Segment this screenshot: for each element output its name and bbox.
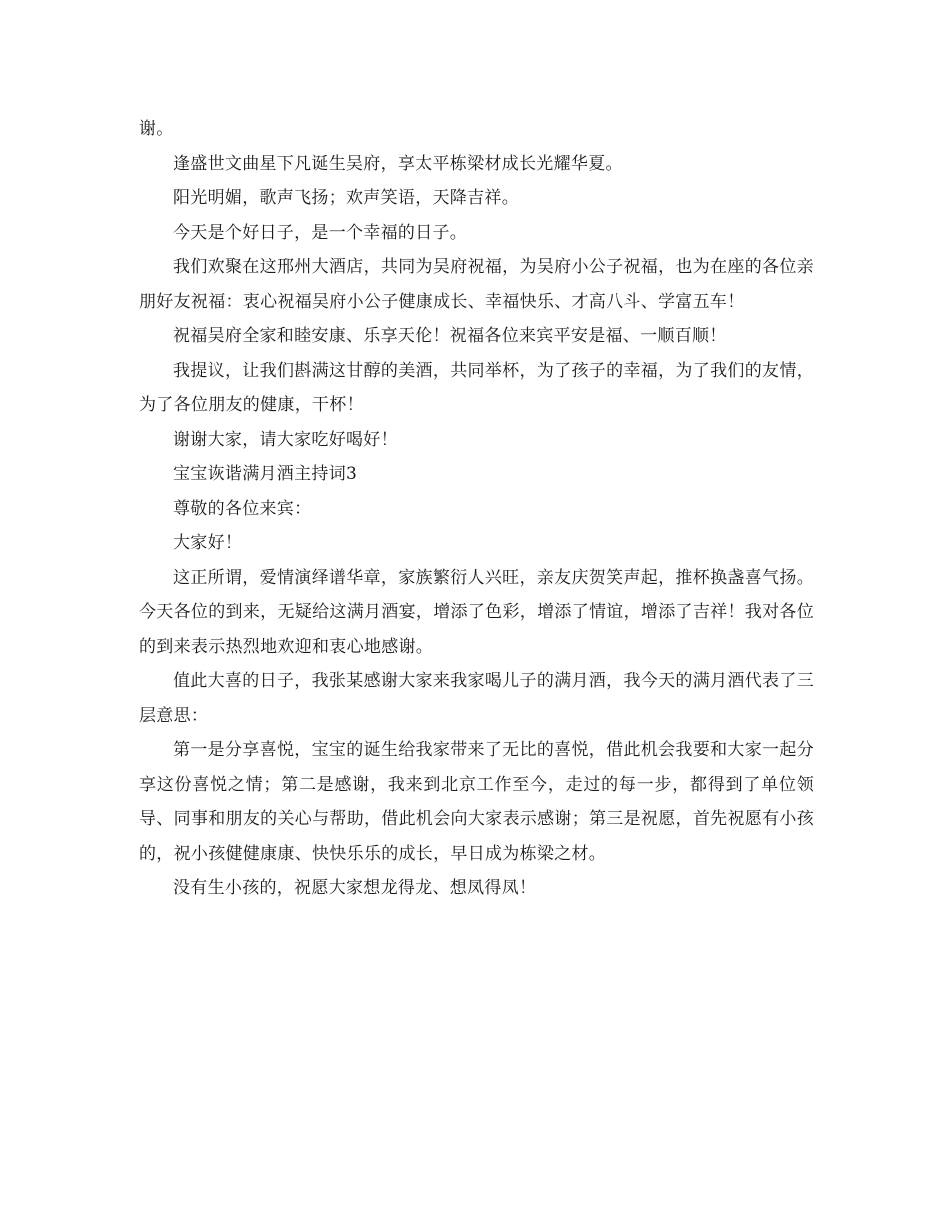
paragraph: 逢盛世文曲星下凡诞生吴府，享太平栋梁材成长光耀华夏。 xyxy=(173,153,623,174)
paragraph: 祝福吴府全家和睦安康、乐享天伦！祝福各位来宾平安是福、一顺百顺！ xyxy=(173,326,727,346)
paragraph-continuation: 谢。 xyxy=(139,119,174,139)
paragraph: 阳光明媚，歌声飞扬；欢声笑语，天降吉祥。 xyxy=(173,188,519,208)
paragraph: 没有生小孩的，祝愿大家想龙得龙、想凤得凤！ xyxy=(173,878,537,898)
document-body xyxy=(139,112,814,906)
section-heading: 宝宝诙谐满月酒主持词3 xyxy=(173,464,358,484)
paragraph: 第一是分享喜悦，宝宝的诞生给我家带来了无比的喜悦，借此机会我要和大家一起分享这份喜悦之情；第二是感谢，我来到北京工作至今，走过的每一步，都得到了单位领导、同事和朋友的关心与帮助，借此机会向大家表示感谢；第三是祝愿，首先祝愿有小孩的，祝小孩健健康康、快快乐乐的成长，早日成为栋梁之材。 xyxy=(139,740,814,864)
paragraph: 我提议，让我们斟满这甘醇的美酒，共同举杯，为了孩子的幸福，为了我们的友情，为了各位朋友的健康，干杯！ xyxy=(139,360,814,415)
salutation: 尊敬的各位来宾： xyxy=(173,498,312,519)
paragraph: 这正所谓，爱情演绎谱华章，家族繁衍人兴旺，亲友庆贺笑声起，推杯换盏喜气扬。今天各位的到来，无疑给这满月酒宴，增添了色彩，增添了情谊，增添了吉祥！我对各位的到来表示热烈地欢迎和衷心地感谢。 xyxy=(139,567,814,657)
greeting: 大家好！ xyxy=(173,533,243,553)
paragraph: 谢谢大家，请大家吃好喝好！ xyxy=(173,429,398,450)
paragraph: 今天是个好日子，是一个幸福的日子。 xyxy=(173,222,468,243)
paragraph: 我们欢聚在这邢州大酒店，共同为吴府祝福，为吴府小公子祝福，也为在座的各位亲朋好友祝福：衷心祝福吴府小公子健康成长、幸福快乐、才高八斗、学富五车！ xyxy=(139,257,814,312)
paragraph: 值此大喜的日子，我张某感谢大家来我家喝儿子的满月酒，我今天的满月酒代表了三层意思： xyxy=(139,671,814,726)
